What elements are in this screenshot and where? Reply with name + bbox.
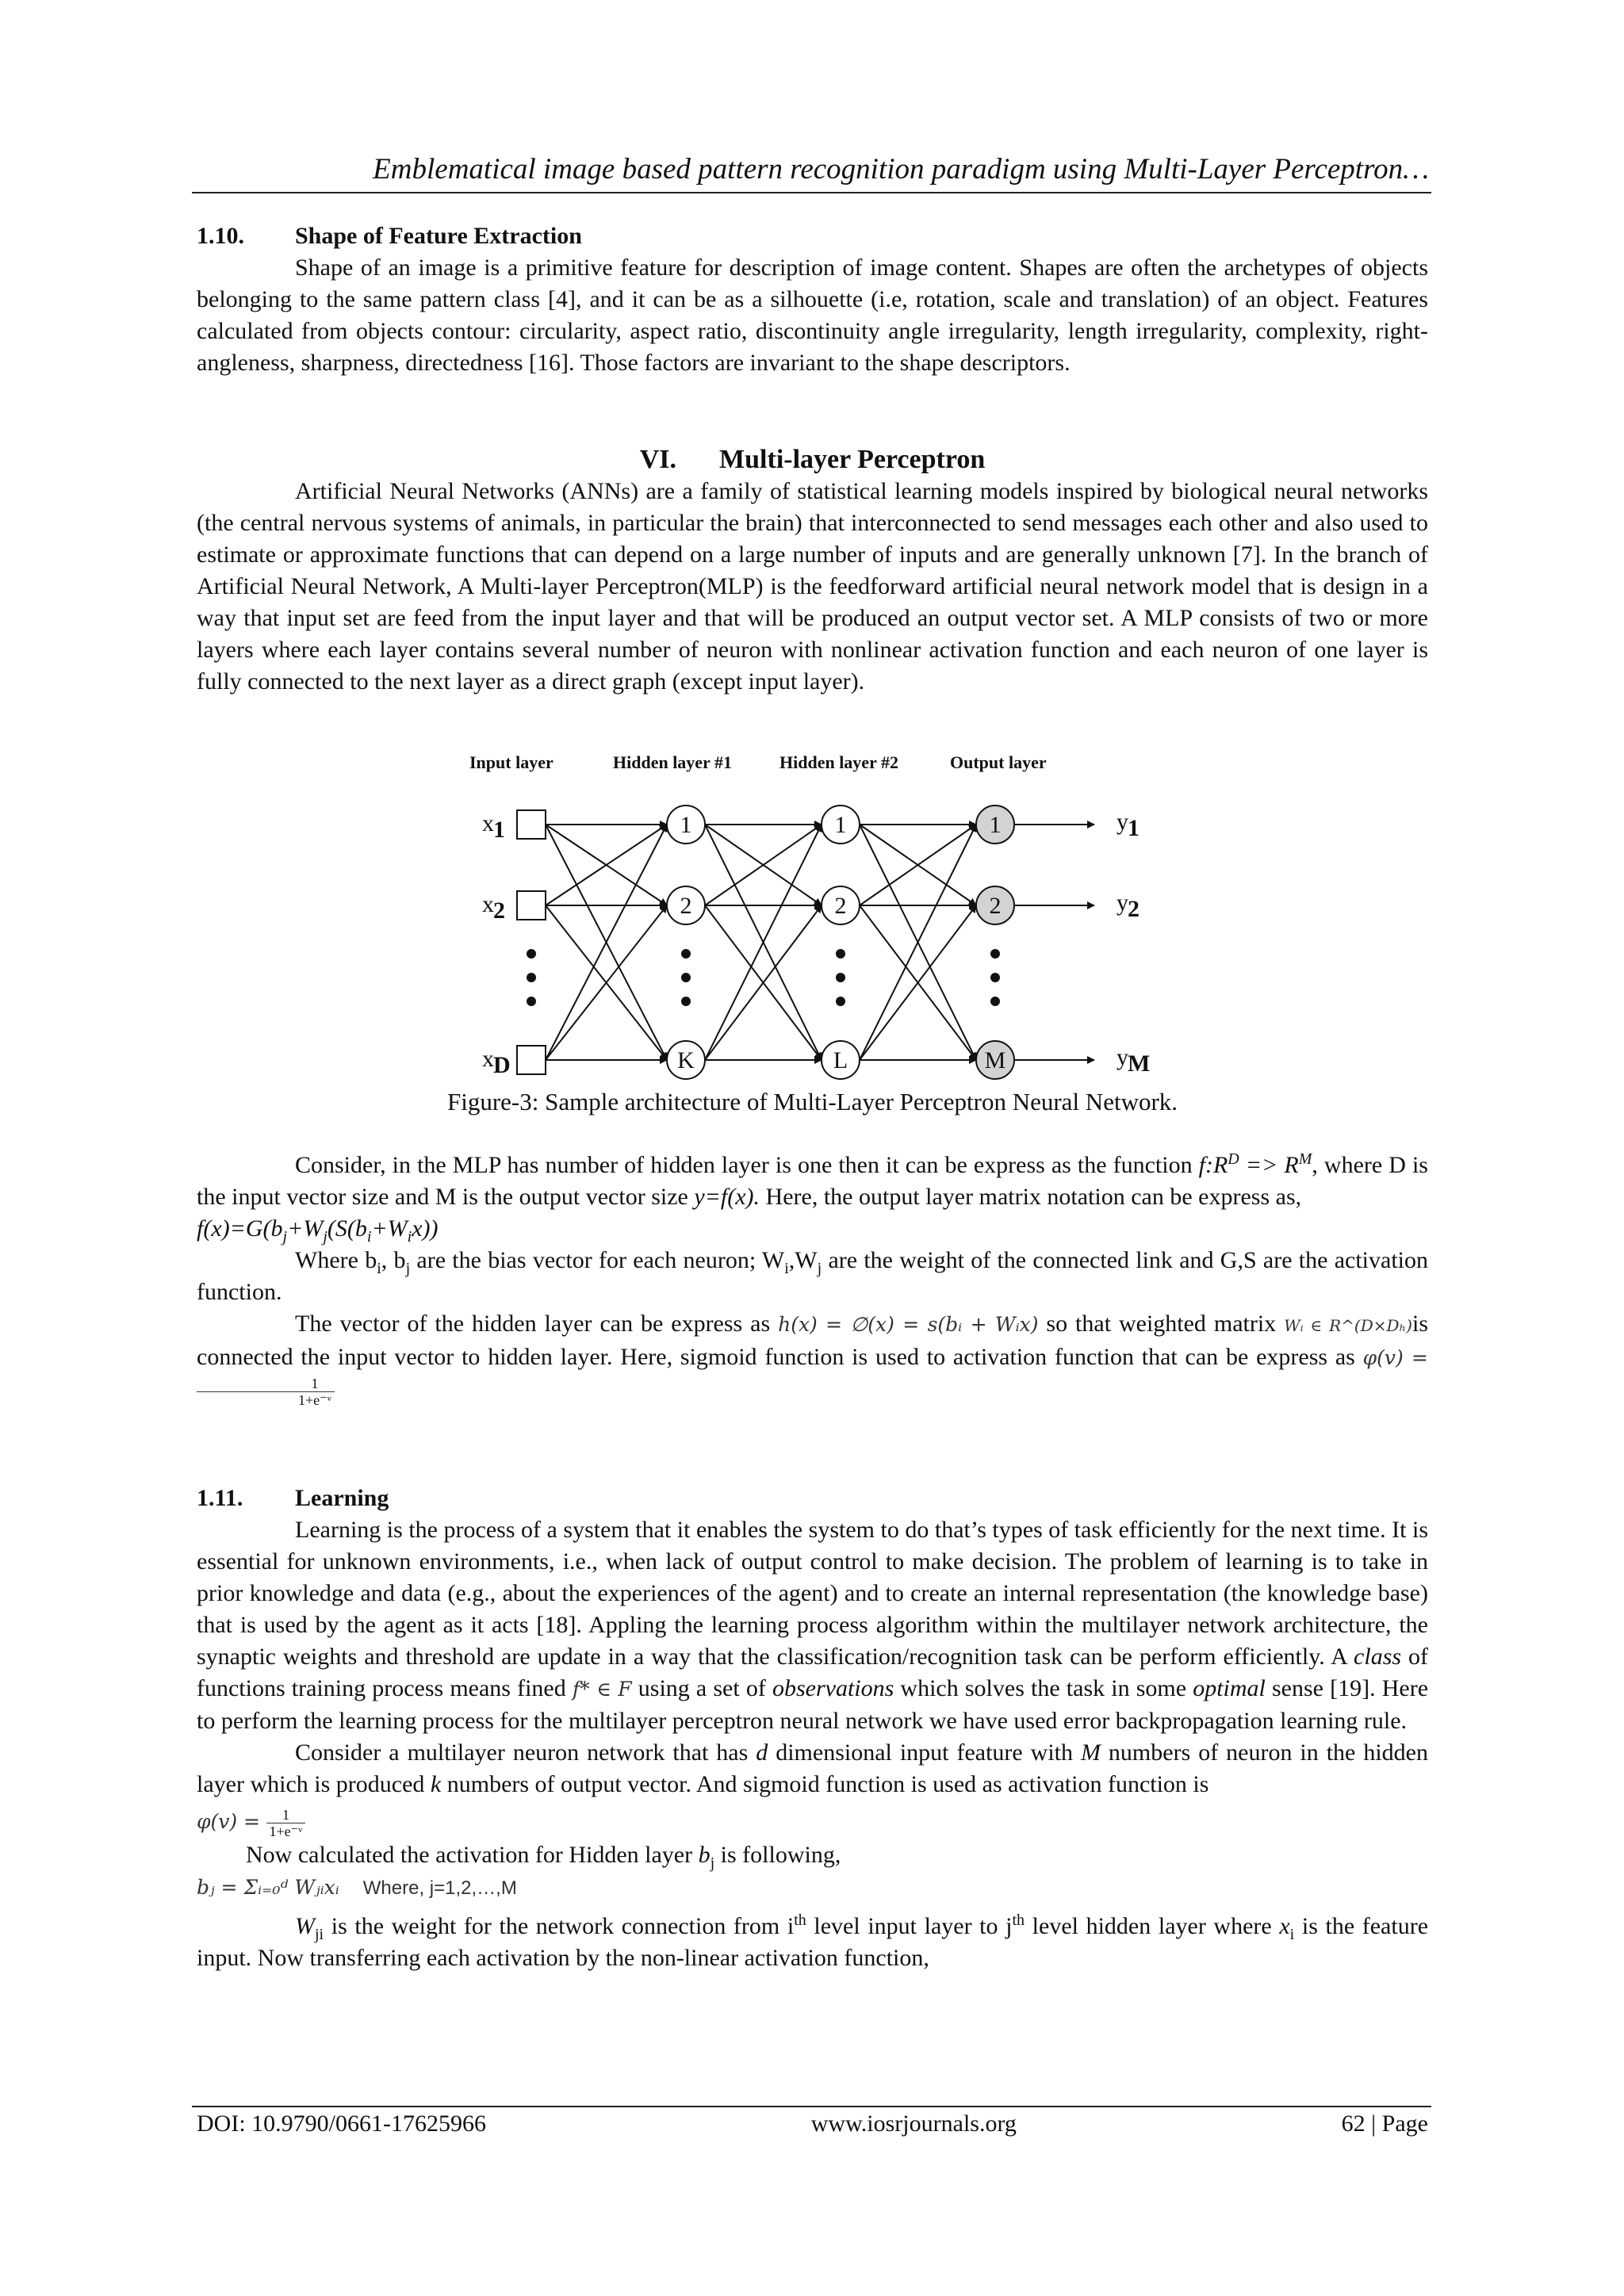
text-run: R: [1284, 1152, 1299, 1178]
output-node-label: 1: [989, 812, 1002, 838]
figure-caption: Figure-3: Sample architecture of Multi-Layer Perceptron Neural Network.: [446, 1088, 1178, 1115]
page-footer: [197, 2110, 1428, 2137]
text-run: ,W: [788, 1247, 818, 1273]
text-run: x)): [412, 1215, 439, 1242]
equation-weight: Wᵢ ∈ R^(D×Dₕ): [1284, 1316, 1412, 1335]
output-label: y: [1116, 890, 1128, 916]
text-run: numbers of neuron in the hidden layer which is produced: [197, 1739, 1428, 1797]
subsection-title: Learning: [295, 1485, 389, 1511]
text-run: is the weight for the network connection from i: [324, 1912, 795, 1939]
ellipsis-dot: [681, 973, 691, 982]
output-label-subscript: 1: [1128, 815, 1139, 841]
hidden2-node-label: 1: [834, 812, 847, 838]
ellipsis-dot: [836, 997, 845, 1006]
paragraph: [197, 1839, 1428, 1871]
ellipsis-dot: [527, 997, 536, 1006]
layer-title: Hidden layer #1: [613, 752, 732, 772]
footer-doi: DOI: 10.9790/0661-17625966: [197, 2110, 486, 2137]
italic-term: M: [1080, 1739, 1101, 1766]
section-vi: [197, 444, 1428, 698]
ellipsis-dot: [990, 949, 1000, 959]
ellipsis-dot: [836, 973, 845, 982]
text-run: Learning is the process of a system that it enables the system to do that’s types of task efficiently for the next time. It is essential for unknown environments, i.e., when lack of output control to make decision. The problem of learning is to take in prior knowledge and data (e.g., about the experiences of the agent) and to create an internal representation (the knowledge base) that is used by the agent as it acts [18]. Appling the learning process algorithm within the multilayer network architecture, the synaptic weights and threshold are update in a way that the classification/recognition task can be perform efficiently. A: [197, 1517, 1428, 1670]
input-label: x: [482, 810, 494, 836]
text-run: level input layer to j: [806, 1912, 1013, 1939]
italic-term: d: [756, 1739, 768, 1766]
text-run: The vector of the hidden layer can be express as: [295, 1311, 779, 1337]
section-1-10: [197, 220, 1428, 379]
inline-formula: y=f(x).: [694, 1184, 760, 1210]
text-run: Now calculated the activation for Hidden layer: [246, 1841, 699, 1868]
italic-term: observations: [772, 1675, 894, 1701]
equation-line: [197, 1805, 1428, 1839]
layer-title: Hidden layer #2: [779, 752, 898, 772]
header-rule: [192, 192, 1431, 193]
input-node: [517, 1046, 546, 1074]
subsection-number: 1.11.: [197, 1485, 243, 1511]
hidden2-node-label: 2: [834, 893, 847, 919]
paragraph: [197, 1308, 1428, 1408]
subscript: i: [1289, 1925, 1295, 1943]
fraction: [197, 1376, 335, 1408]
ellipsis-dot: [681, 997, 691, 1006]
layer-title: Input layer: [469, 752, 553, 772]
subscript: j: [323, 1228, 327, 1246]
text-run: f(x)=G(b: [197, 1215, 283, 1242]
subsection-heading: [197, 1483, 1428, 1514]
subsection-title: Shape of Feature Extraction: [295, 223, 582, 249]
section-heading: [197, 444, 1428, 476]
subsection-number: 1.10.: [197, 223, 244, 249]
paragraph: Shape of an image is a primitive feature for description of image content. Shapes are often the archetypes of objects belonging to the same pattern class [4], and it can be as a silhouette (i.e, rotation, scale and translation) of an object. Features calculated from objects contour: circularity, aspect ratio, discontinuity angle irregularity, length irregularity, complexity, right-angleness, sharpness, directedness [16]. Those factors are invariant to the shape descriptors.: [197, 254, 1428, 376]
italic-term: k: [430, 1771, 442, 1797]
ellipsis-dot: [681, 949, 691, 959]
input-label-subscript: D: [493, 1052, 511, 1078]
paragraph: [197, 1737, 1428, 1800]
equation-sigmoid: φ(v) =: [1362, 1346, 1429, 1369]
superscript: th: [794, 1911, 806, 1929]
hidden1-node-label: 1: [680, 812, 692, 838]
fraction-denominator: 1+e⁻ᵛ: [298, 1391, 331, 1408]
subscript: j: [817, 1260, 822, 1277]
text-run: Consider a multilayer neuron network that has: [295, 1739, 756, 1766]
equation-index-range: Where, j=1,2,…,M: [362, 1877, 517, 1899]
section-1-11: [197, 1483, 1428, 1974]
ellipsis-dot: [990, 973, 1000, 982]
text-run: are the weight of the connected link and G,S are the activation function.: [197, 1247, 1429, 1305]
equation-hidden: h(x) = ∅(x) = s(bᵢ + Wᵢx): [778, 1313, 1039, 1336]
text-run: Where b: [295, 1247, 377, 1273]
consider-block: [197, 1150, 1428, 1408]
output-label-subscript: 2: [1128, 896, 1139, 922]
text-run: , where D is the input vector size and M is the output vector size: [197, 1152, 1428, 1210]
input-label: x: [482, 1046, 494, 1072]
equation-activation: bⱼ = Σᵢ₌₀ᵈ Wⱼᵢxᵢ: [197, 1875, 339, 1899]
output-label: y: [1116, 1044, 1128, 1070]
text-run: using a set of: [631, 1675, 772, 1701]
text-run: level hidden layer where: [1025, 1912, 1280, 1939]
italic-term: optimal: [1193, 1675, 1266, 1701]
footer-rule: [192, 2106, 1431, 2107]
italic-term: class: [1354, 1644, 1402, 1670]
output-node-label: 2: [989, 893, 1002, 919]
paragraph: [197, 1514, 1428, 1737]
mlp-figure: [468, 749, 1166, 1082]
text-run: =>: [1239, 1152, 1278, 1178]
subscript: i: [784, 1260, 789, 1277]
subscript: i: [377, 1260, 381, 1277]
superscript: th: [1012, 1911, 1025, 1929]
equation-fstar: f* ∈ F: [572, 1678, 632, 1701]
fraction-numerator: 1: [266, 1807, 306, 1823]
paragraph: [197, 1245, 1428, 1308]
ellipsis-dot: [527, 949, 536, 959]
equation-sigmoid: φ(v) =: [197, 1810, 261, 1833]
section-title: Multi-layer Perceptron: [719, 445, 986, 474]
equation-line: [197, 1871, 1428, 1904]
fraction: [266, 1807, 306, 1839]
text-run: is following,: [714, 1841, 841, 1868]
superscript: D: [1228, 1150, 1239, 1168]
subsection-heading: [197, 220, 1428, 252]
text-run: are the bias vector for each neuron; W: [410, 1247, 785, 1273]
input-label-subscript: 2: [493, 897, 505, 924]
formula-line: [197, 1213, 1428, 1245]
text-run: +W: [287, 1215, 324, 1242]
text-run: , b: [381, 1247, 406, 1273]
ellipsis-dot: [527, 973, 536, 982]
text-run: numbers of output vector. And sigmoid function is used as activation function is: [441, 1771, 1209, 1797]
hidden2-node-label: L: [833, 1047, 848, 1073]
text-run: of functions training process means fined: [197, 1644, 1428, 1701]
ellipsis-dot: [836, 949, 845, 959]
output-label-subscript: M: [1128, 1050, 1151, 1077]
hidden1-node-label: 2: [680, 893, 692, 919]
text-run: is the feature input. Now transferring each activation by the non-linear activation function,: [197, 1912, 1429, 1971]
text-run: is connected the input vector to hidden layer. Here, sigmoid function is used to activation function that can be express as: [197, 1311, 1428, 1370]
text-run: sense [19]. Here to perform the learning process for the multilayer perceptron neural network we have used error backpropagation learning rule.: [197, 1675, 1429, 1734]
subscript: j: [405, 1260, 411, 1277]
subscript: i: [366, 1228, 372, 1246]
hidden1-node-label: K: [677, 1047, 695, 1073]
footer-page-number: 62 | Page: [1341, 2110, 1428, 2137]
italic-term: x: [1279, 1912, 1290, 1939]
ellipsis-dot: [990, 997, 1000, 1006]
output-node-label: M: [984, 1047, 1006, 1073]
subscript: j: [282, 1228, 288, 1246]
fraction-numerator: 1: [197, 1376, 335, 1392]
paragraph: [197, 1150, 1428, 1213]
input-node: [517, 810, 546, 839]
text-run: (S(b: [327, 1215, 367, 1242]
text-run: dimensional input feature with: [768, 1739, 1081, 1766]
fraction-denominator: 1+e⁻ᵛ: [269, 1823, 303, 1839]
paragraph: Artificial Neural Networks (ANNs) are a family of statistical learning models inspired by biological neural networks (the central nervous systems of animals, in particular the brain) that interconnected to send messages each other and also used to estimate or approximate functions that can depend on a large number of inputs and are generally unknown [7]. In the branch of Artificial Neural Network, A Multi-layer Perceptron(MLP) is the feedforward artificial neural network model that is design in a way that input set are feed from the input layer and that will be produced an output vector set. A MLP consists of two or more layers where each layer contains several number of neuron with nonlinear activation function and each neuron of one layer is fully connected to the next layer as a direct graph (except input layer).: [197, 478, 1428, 695]
layer-title: Output layer: [950, 752, 1047, 772]
input-label-subscript: 1: [493, 817, 505, 843]
text-run: Consider, in the MLP has number of hidden layer is one then it can be express as the function: [295, 1152, 1199, 1178]
text-run: +W: [371, 1215, 408, 1242]
text-run: f:R: [1198, 1152, 1228, 1178]
subscript: i: [407, 1228, 412, 1246]
footer-website: www.iosrjournals.org: [810, 2110, 1017, 2137]
section-number: VI.: [639, 445, 677, 474]
input-node: [517, 891, 546, 920]
paragraph: [197, 1911, 1428, 1974]
text-run: Here, the output layer matrix notation can be express as,: [760, 1184, 1302, 1210]
italic-term: W: [295, 1912, 315, 1939]
mlp-diagram: [468, 749, 1166, 1082]
function-notation: [1199, 1152, 1312, 1178]
input-label: x: [482, 891, 494, 917]
subscript: ji: [315, 1925, 324, 1943]
output-label: y: [1116, 809, 1128, 835]
text-run: so that weighted matrix: [1038, 1311, 1285, 1337]
text-run: which solves the task in some: [894, 1675, 1193, 1701]
subscript: j: [710, 1854, 715, 1872]
superscript: M: [1298, 1150, 1312, 1168]
italic-term: b: [698, 1841, 710, 1868]
running-header: Emblematical image based pattern recognition paradigm using Multi-Layer Perceptron…: [373, 153, 1429, 186]
